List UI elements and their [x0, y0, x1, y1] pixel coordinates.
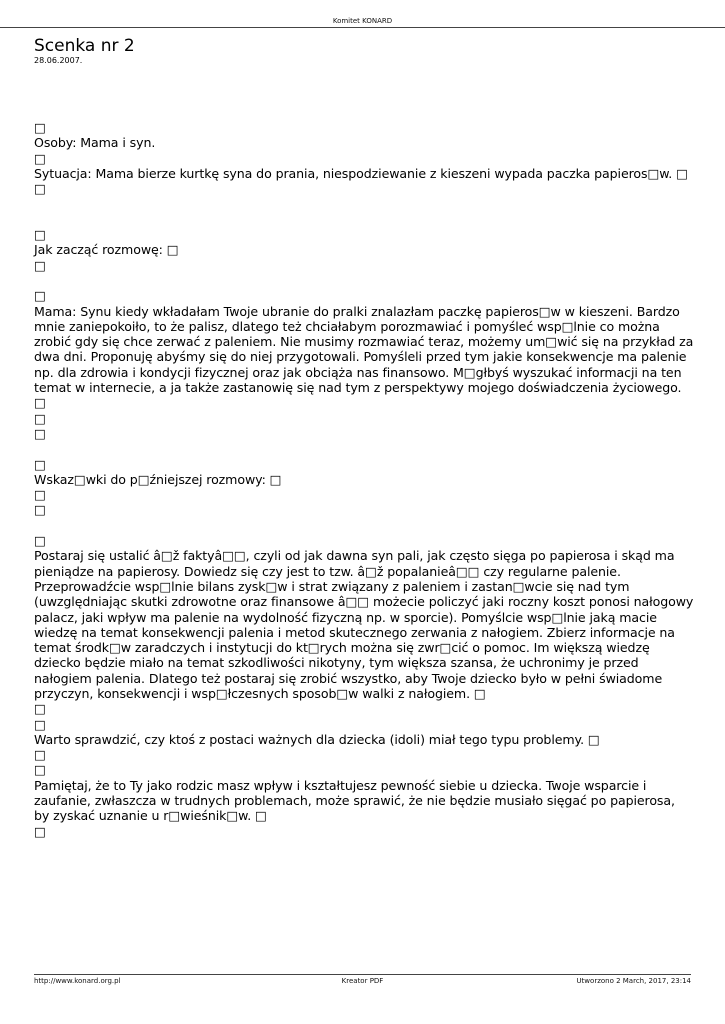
- placeholder-glyph: □: [34, 227, 46, 243]
- placeholder-glyph: □: [34, 288, 46, 304]
- placeholder-glyph: □: [34, 257, 46, 273]
- spacer: [34, 212, 694, 227]
- tips-heading: Wskaz□wki do p□źniejszej rozmowy: □: [34, 471, 282, 487]
- placeholder-glyph: □: [34, 747, 46, 763]
- mother-dialogue-paragraph: Mama: Synu kiedy wkładałam Twoje ubranie do pralki znalazłam paczkę papieros□w w kieszeni. Bardzo mnie zaniepokoiło, to że palisz, dlatego też chciałabym porozmawiać i pomyśleć wsp□lnie co można zrobić gdy się chce zerwać z paleniem. Nie musimy rozmawiać teraz, możemy um□wić się na przykład za dwa dni. Proponuję abyśmy się do niej przygotowali. Pomyśleli przed tym jakie konsekwencje ma palenie np. dla zdrowia i kondycji fizycznej oraz jak obciąża nas finansowo. M□głbyś wyszukać informacji na ten temat w internecie, a ja także zastanowię się nad tym z perspektywy mojego doświadczenia życiowego. □: [34, 303, 694, 411]
- document-date: 28.06.2007.: [34, 56, 83, 65]
- footer-url: http://www.konard.org.pl: [34, 977, 121, 985]
- header-divider: [0, 27, 725, 28]
- placeholder-glyph: □: [34, 456, 46, 472]
- placeholder-glyph: □: [34, 181, 46, 197]
- page-header: Komitet KONARD: [332, 17, 393, 25]
- spacer: [34, 441, 694, 456]
- spacer: [34, 518, 694, 533]
- placeholder-glyph: □: [34, 425, 46, 441]
- persons-line: Osoby: Mama i syn.: [34, 135, 156, 151]
- document-body: [34, 120, 694, 839]
- placeholder-glyph: □: [34, 533, 46, 549]
- placeholder-glyph: □: [34, 502, 46, 518]
- parent-influence-paragraph: Pamiętaj, że to Ty jako rodzic masz wpływ i kształtujesz pewność siebie u dziecka. Twoje wsparcie i zaufanie, zwłaszcza w trudnych problemach, może sprawić, że nie będzie musiało sięgać po papierosa, by zyskać uznanie u r□wieśnik□w. □: [34, 777, 675, 824]
- spacer: [34, 273, 694, 288]
- placeholder-glyph: □: [34, 487, 46, 503]
- placeholder-glyph: □: [34, 716, 46, 732]
- document-title: Scenka nr 2: [34, 36, 135, 56]
- how-to-start-heading: Jak zacząć rozmowę: □: [34, 242, 179, 258]
- role-models-paragraph: Warto sprawdzić, czy ktoś z postaci ważnych dla dziecka (idoli) miał tego typu problemy. □: [34, 731, 600, 747]
- placeholder-glyph: □: [34, 762, 46, 778]
- placeholder-glyph: □: [34, 701, 46, 717]
- spacer: [34, 196, 694, 211]
- placeholder-glyph: □: [34, 150, 46, 166]
- situation-line: Sytuacja: Mama bierze kurtkę syna do prania, niespodziewanie z kieszeni wypada paczka papieros□w. □: [34, 165, 688, 181]
- footer-creator: Kreator PDF: [341, 977, 384, 985]
- placeholder-glyph: □: [34, 410, 46, 426]
- footer-created-date: Utworzono 2 March, 2017, 23:14: [576, 977, 691, 985]
- placeholder-glyph: □: [34, 120, 46, 135]
- placeholder-glyph: □: [34, 823, 46, 839]
- footer-divider: [34, 974, 691, 975]
- facts-paragraph: Postaraj się ustalić â□ž faktyâ□□, czyli od jak dawna syn pali, jak często sięga po papierosa i skąd ma pieniądze na papierosy. Dowiedz się czy jest to tzw. â□ž popalanieâ□□ czy regularne palenie. Przeprowadźcie wsp□lnie bilans zysk□w i strat związany z paleniem i zastan□wcie się nad tym (uwzględniając skutki zdrowotne oraz finansowe â□□ możecie policzyć jaki roczny koszt ponosi nałogowy palacz, jaki wpływ ma palenie na wydolność fizyczną np. w sporcie). Pomyślcie wsp□lnie jaką macie wiedzę na temat konsekwencji palenia i metod skutecznego zerwania z nałogiem. Zbierz informacje na temat środk□w zaradczych i instytucji do kt□rych można się zwr□cić o pomoc. Im większą wiedzę dziecko będzie miało na temat szkodliwości nikotyny, tym większa szansa, że uchronimy je przed nałogiem palenia. Dlatego też postaraj się zrobić wszystko, aby Twoje dziecko było w pełni świadome przyczyn, konsekwencji i wsp□łczesnych sposob□w walki z nałogiem. □: [34, 548, 694, 701]
